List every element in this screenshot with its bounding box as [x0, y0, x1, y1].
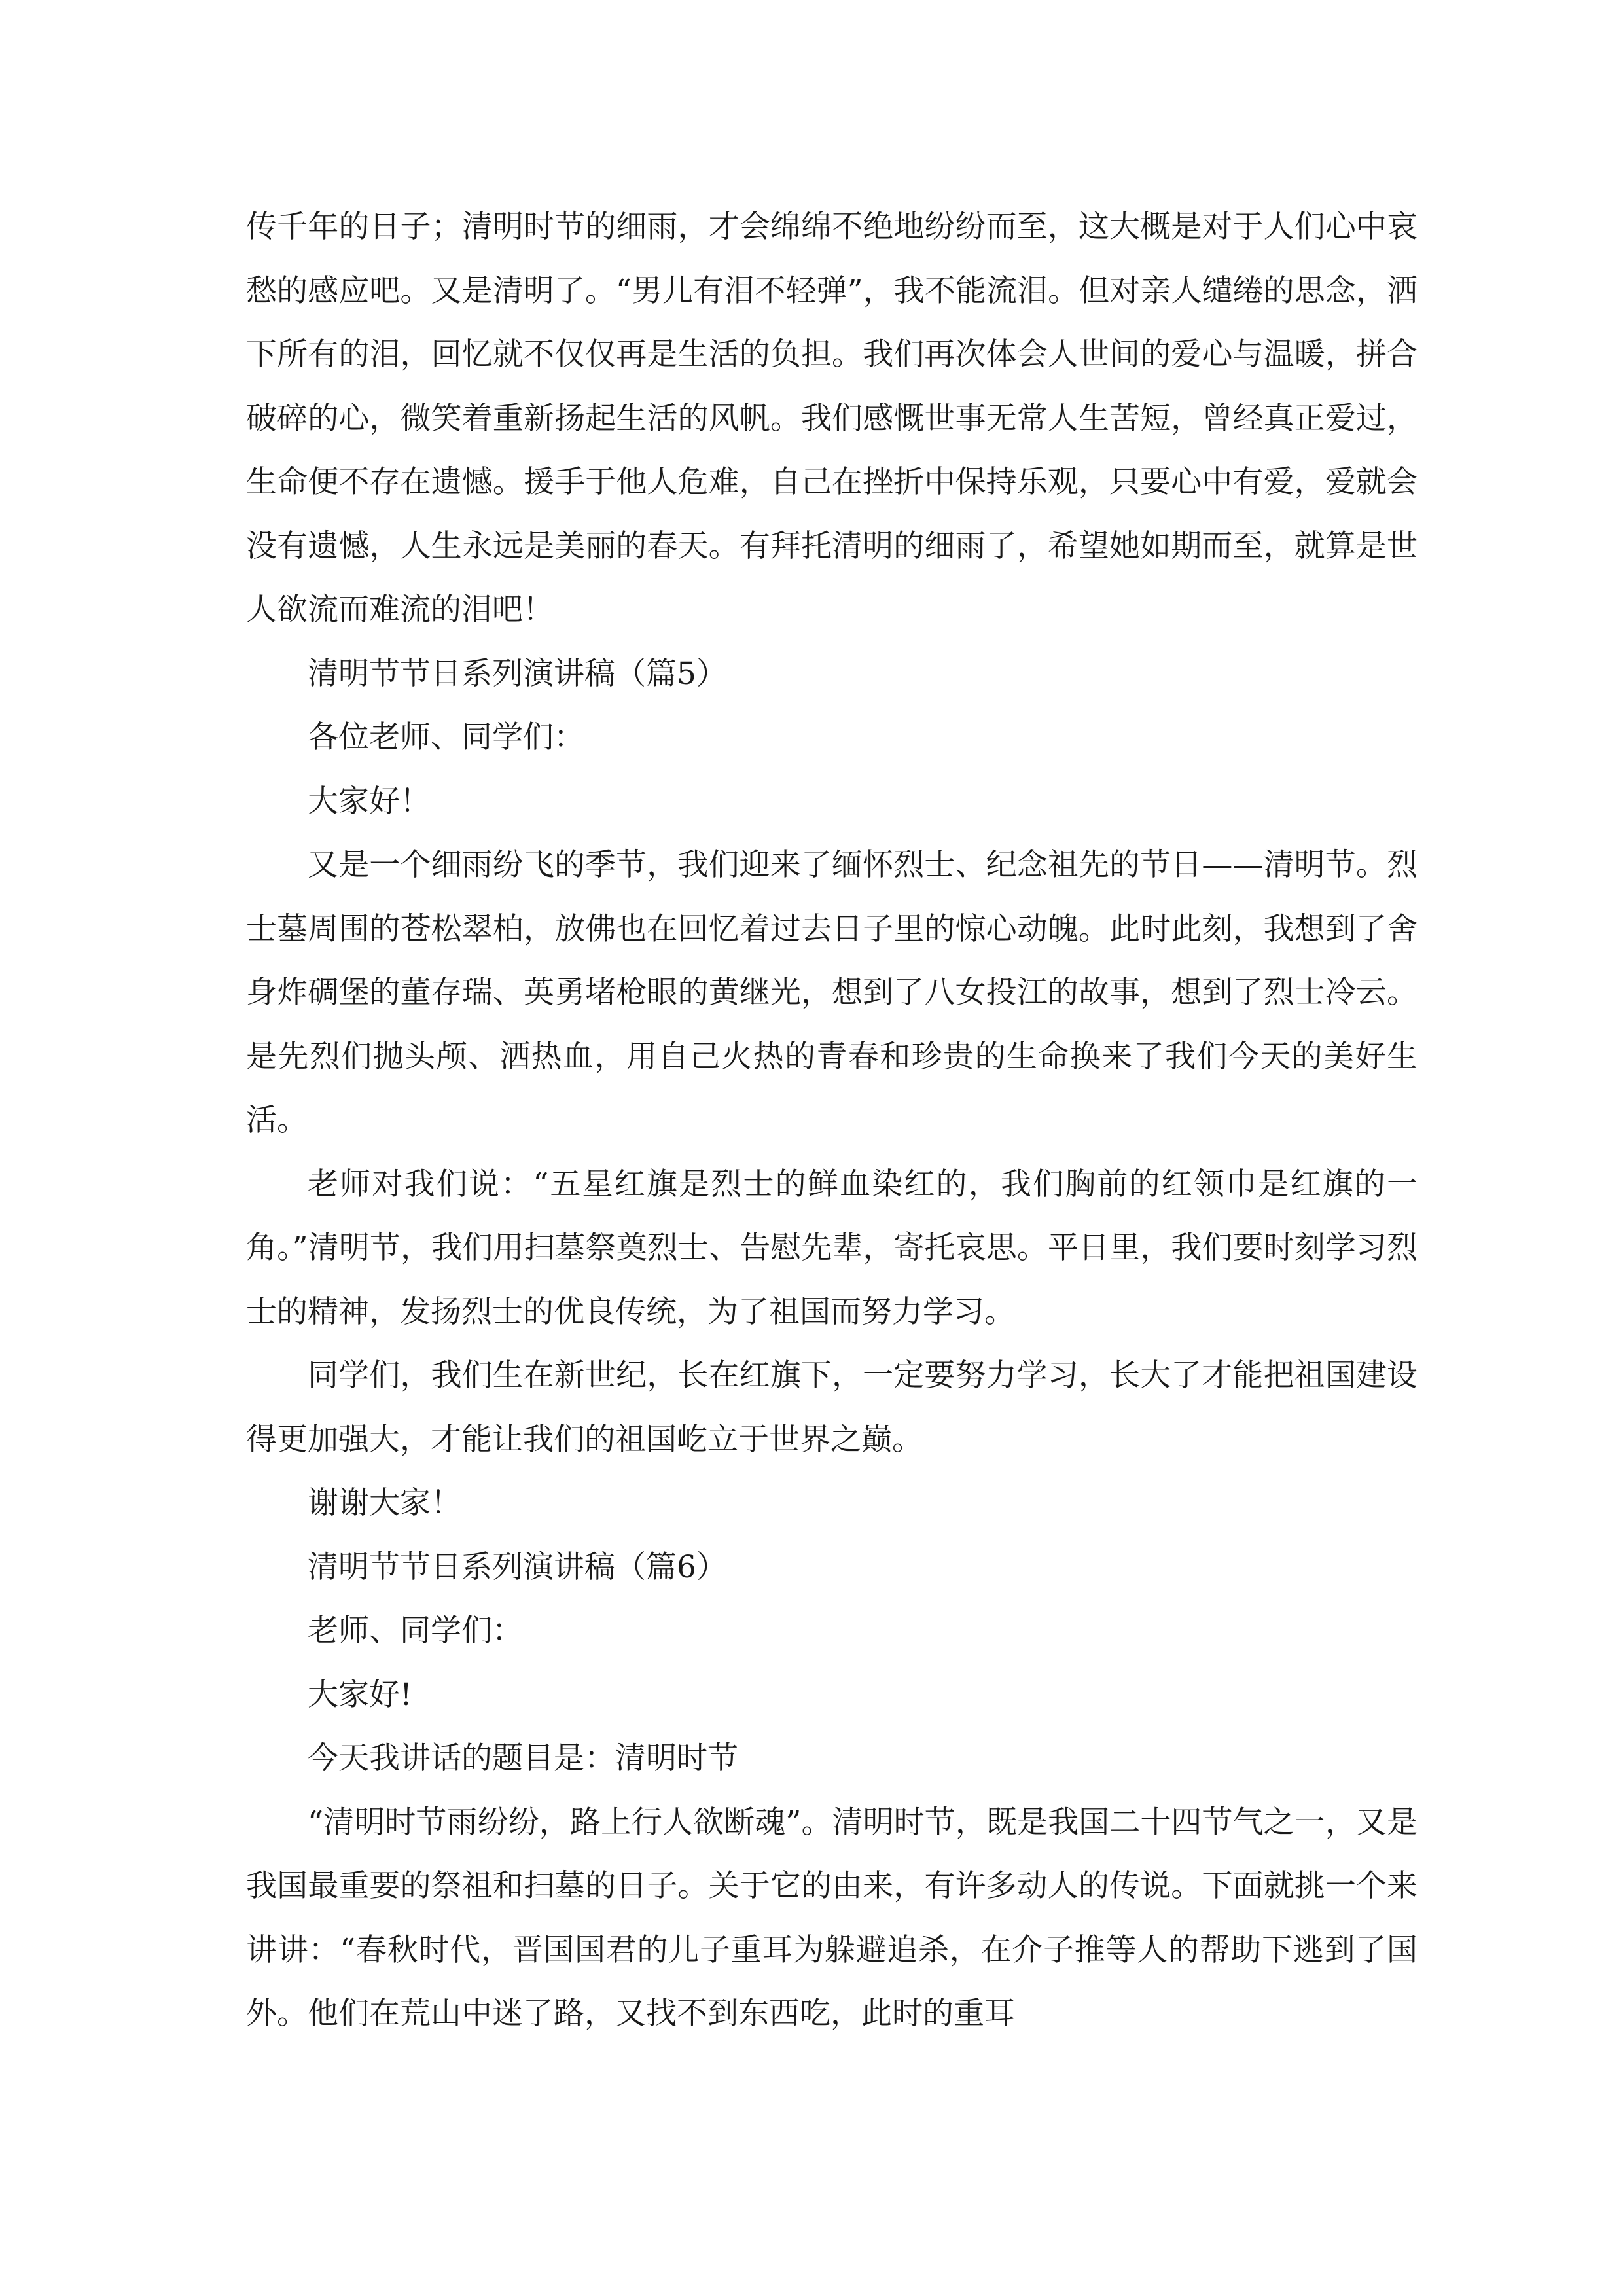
salutation: 老师、同学们： [308, 1613, 523, 1649]
salutation: 各位老师、同学们： [308, 719, 584, 755]
greeting: 大家好！ [308, 783, 431, 819]
paragraph: 老师对我们说：“五星红旗是烈士的鲜血染红的，我们胸前的红领巾是红旗的一角。”清明节，我们用扫墓祭奠烈士、告慰先辈，寄托哀思。平日里，我们要时刻学习烈士的精神，发扬烈士的优良传统，为了祖国而努力学习。 [246, 1166, 1418, 1330]
section-title-5: 清明节节日系列演讲稿（篇5） [308, 655, 727, 692]
section-title-6: 清明节节日系列演讲稿（篇6） [308, 1549, 727, 1585]
speech-topic: 今天我讲话的题目是：清明时节 [308, 1740, 738, 1776]
paragraph-continuation: 传千年的日子；清明时节的细雨，才会绵绵不绝地纷纷而至，这大概是对于人们心中哀愁的感应吧。又是清明了。“男儿有泪不轻弹”，我不能流泪。但对亲人缱绻的思念，洒下所有的泪，回忆就不仅仅再是生活的负担。我们再次体会人世间的爱心与温暖，拼合破碎的心，微笑着重新扬起生活的风帆。我们感慨世事无常人生苦短，曾经真正爱过，生命便不存在遗憾。援手于他人危难，自己在挫折中保持乐观，只要心中有爱，爱就会没有遗憾，人生永远是美丽的春天。有拜托清明的细雨了，希望她如期而至，就算是世人欲流而难流的泪吧！ [246, 209, 1418, 628]
greeting: 大家好! [308, 1676, 412, 1713]
closing: 谢谢大家！ [308, 1485, 461, 1521]
paragraph: “清明时节雨纷纷，路上行人欲断魂”。清明时节，既是我国二十四节气之一，又是我国最重要的祭祖和扫墓的日子。关于它的由来，有许多动人的传说。下面就挑一个来讲讲：“春秋时代，晋国国君的儿子重耳为躲避追杀，在介子推等人的帮助下逃到了国外。他们在荒山中迷了路，又找不到东西吃，此时的重耳 [246, 1804, 1418, 2032]
paragraph: 同学们，我们生在新世纪，长在红旗下，一定要努力学习，长大了才能把祖国建设得更加强大，才能让我们的祖国屹立于世界之巅。 [246, 1357, 1418, 1458]
paragraph: 又是一个细雨纷飞的季节，我们迎来了缅怀烈士、纪念祖先的节日——清明节。烈士墓周围的苍松翠柏，放佛也在回忆着过去日子里的惊心动魄。此时此刻，我想到了舍身炸碉堡的董存瑞、英勇堵枪眼的黄继光，想到了八女投江的故事，想到了烈士冷云。是先烈们抛头颅、洒热血，用自己火热的青春和珍贵的生命换来了我们今天的美好生活。 [246, 847, 1418, 1138]
document-body [246, 195, 1418, 2046]
